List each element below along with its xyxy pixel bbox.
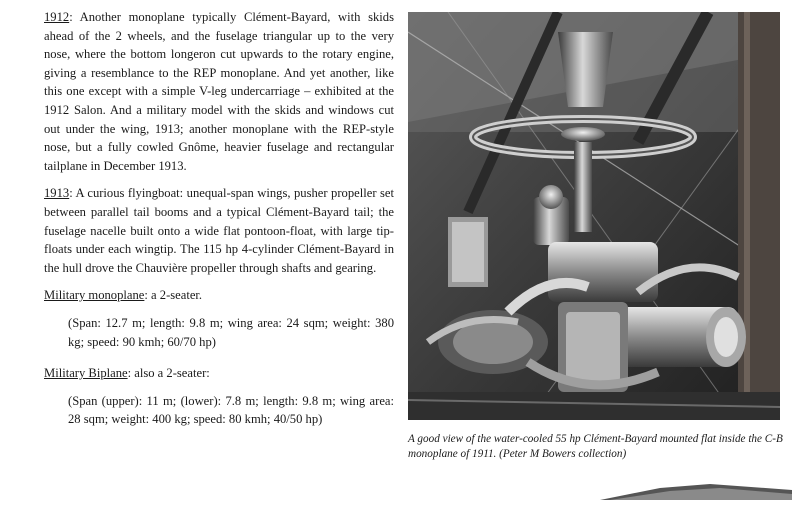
military-biplane-desc: : also a 2-seater: — [127, 366, 210, 381]
engine-photo — [408, 12, 780, 420]
engine-photo-drawing — [408, 12, 780, 420]
year-heading-1912: 1912 — [44, 10, 70, 24]
military-biplane-spec: (Span (upper): 11 m; (lower): 7.8 m; length: 9.8 m; wing area: 28 sqm; weight: 400 kg; speed: 80 kmh; 40/50 hp) — [68, 393, 394, 427]
military-monoplane-heading: Military monoplane — [44, 288, 145, 303]
text-column — [44, 8, 394, 442]
military-monoplane-desc: : a 2-seater. — [144, 288, 203, 303]
military-monoplane-line — [44, 286, 394, 305]
paragraph-1913 — [44, 184, 394, 277]
military-monoplane-spec: (Span: 12.7 m; length: 9.8 m; wing area: 24 sqm; weight: 380 kg; speed: 90 kmh; 60/70 hp) — [68, 315, 394, 349]
photo-caption: A good view of the water-cooled 55 hp Clément-Bayard mounted flat inside the C-B monoplane of 1911. (Peter M Bowers collection) — [408, 433, 783, 460]
year-heading-1913: 1913 — [44, 186, 70, 201]
military-biplane-heading: Military Biplane — [44, 366, 128, 381]
paragraph-1912-body: : Another monoplane typically Clément-Bayard, with skids ahead of the 2 wheels, and the fuselage triangular up to the very nose, where the bottom longeron cut upwards to the rotary engine, giving a resemblance to the REP monoplane. And yet another, like this one except with a simple V-leg undercarriage – exhibited at the 1912 Salon. And a military model with the skids and windows cut out under the wing, 1913; another monoplane with the REP-style nose, but a fully cowled Gnôme, heavier fuselage and rectangular tailplane in December 1913. — [44, 10, 394, 173]
next-photo-fragment — [600, 484, 792, 500]
paragraph-1913-body: : A curious flyingboat: unequal-span wings, pusher propeller set between parallel tail booms and a typical Clément-Bayard tail; the fuselage nacelle built onto a wide flat pontoon-float, with large tip-floats under each wingtip. The 115 hp 4-cylinder Clément-Bayard in the hull drove the Chauvière propeller through shafts and gearing. — [44, 186, 394, 275]
military-biplane-line — [44, 364, 394, 383]
next-photo-fragment-drawing — [600, 484, 792, 500]
paragraph-1912 — [44, 8, 394, 175]
